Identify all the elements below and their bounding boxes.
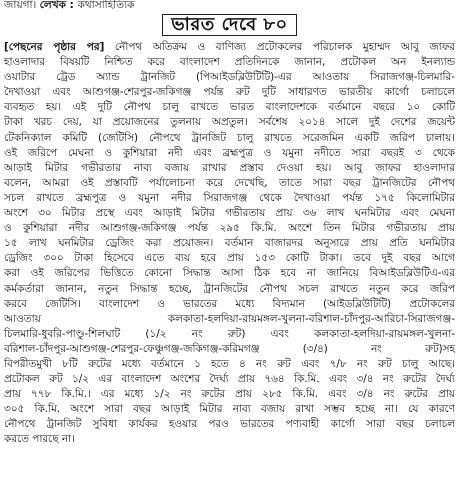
article-line: কর্মকর্তারা জানান, নতুন সিদ্ধান্ত হচ্ছে, ট্রানজিটের নৌপথ সচল রাখতে নতুন করে জরিপ <box>4 282 455 295</box>
article-line: বলেন, আমরা ওই প্রস্তাবটি পর্যালোচনা করে দেখেছি, তাতে সারা বছর ট্রানজিটের নৌপথ <box>4 176 455 189</box>
author-value: কথাসাহিত্যিক <box>77 0 135 11</box>
headline: ভারত দেবে ৮০ <box>162 14 296 36</box>
article-line: অংশে ৩০ মিটার প্রস্থে এবং আড়াই মিটার গভীরতায় প্রায় ৩৬ লাখ ঘনমিটার এবং মেঘনা <box>4 207 455 220</box>
article-line: টেকনিক্যাল কমিটি (জেটিসি) নৌপথে ট্রানজিট চালু রাখতে সরেজমিন একটি জরিপ চালায়। <box>4 131 455 144</box>
article-line: ও কুশিয়ারা নদীর আশুগঞ্জ-জকিগঞ্জ পর্যন্ত ২৯৫ কি.মি. অংশে তিন মিটার গভীরতায় প্রায় <box>4 222 455 235</box>
article-line: বরিশাল-চাঁদপুর-আশুগঞ্জ-শেরপুর-ফেঞ্চুগঞ্জ-জকিগঞ্জ-করিমগঞ্জ (৩/৪) নং রুট)সহ <box>4 342 455 355</box>
article-line: টাকা খরচ দেয়, যা প্রয়োজনের তুলনায় অপ্রতুল। সর্বশেষ ২০১৪ সালে দুই দেশের জয়েন্ট <box>4 116 455 129</box>
article-line: ওয়াটার ট্রেড অ্যান্ড ট্রানজিট (পিআইডব্লিউটিটি)-এর আওতায় সিরাজগঞ্জ-চিলমারি- <box>4 71 455 84</box>
article-line: ড্রেজিং ৩০০ টাকা হিসেবে এতে ব্যয় হবে প্রায় ১৫৩ কোটি টাকা। তবে দুই বছর আগে <box>4 252 455 265</box>
article-line: করতে পারছে না। <box>4 433 75 446</box>
author-label: লেখক : <box>39 0 78 11</box>
article-line: ওই জরিপে মেঘনা ও কুশিয়ারা নদী এবং ব্রহ্মপুত্র ও যমুনা নদীতে সারা বছরই ৩ থেকে <box>4 146 455 159</box>
article-line: করবে জেটিসি। বাংলাদেশ ও ভারতের মধ্যে বিদ্যমান (আইডব্লিউটিটি) প্রটোকলের <box>4 297 455 310</box>
article-line: আওতায় কলকাতা-হলদিয়া-রায়মঙ্গল-খুলনা-বরিশাল-চাঁদপুর-আরিচা-সিরাজগঞ্জ- <box>4 312 455 325</box>
article-line: ৩০৫ কি.মি. অংশে সারা বছর আড়াই মিটার নাব্য বজায় রাখা সম্ভব হচ্ছে না। যে কারণে <box>4 403 455 416</box>
article-line: বিপরীতমুখী ৮টি রুটের মধ্যে বর্তমানে ১ হতে ৪ নং রুট এবং ৭/৮ নং রুট চালু আছে। <box>4 357 455 370</box>
article-line: চিলমারি-ধুবরি-পাণ্ডু-শিলঘাট (১/২ নং রুট) এবং কলকাতা-হলদিয়া-রায়মঙ্গল-খুলনা- <box>4 327 455 340</box>
article-line: [পেছনের পৃষ্ঠার পর] নৌপথ অতিক্রম ও বাণিজ্য প্রটোকলের পরিচালক মুহাম্মদ আবু জাফর <box>4 41 455 53</box>
continuation-tag: [পেছনের পৃষ্ঠার পর] <box>4 41 105 53</box>
article-line: আড়াই মিটার গভীরতার নাব্য বজায় রাখার প্রস্তাব দেওয়া হয়। আবু জাফর হাওলাদার <box>4 161 455 174</box>
article-line: ১৫ লাখ ঘনমিটার ড্রেজিং করা প্রয়োজন। বর্তমান বাজারদর অনুসারে প্রায় প্রতি ঘনমিটার <box>4 237 455 250</box>
article-line: প্রটোকল রুট ১/২ এর বাংলাদেশ অংশের দৈর্ঘ্য প্রায় ৭৬৪ কি.মি. এবং ৩/৪ নং রুটের দৈর্ঘ্য <box>4 373 455 386</box>
byline-row <box>4 0 455 12</box>
article-line: নৌপথে ট্রানজিট সুবিধা কার্যকর হওয়ার পরও ভারতের পণ্যবাহী কার্গো সারা বছর চলাচল <box>4 418 455 431</box>
article-body <box>4 40 455 448</box>
headline-container <box>4 14 455 36</box>
article-line: হাওলাদার বিষয়টি নিশ্চিত করে বাংলাদেশ প্রতিদিনকে জানান, প্রটোকল অন ইনল্যান্ড <box>4 56 455 69</box>
article-line: প্রায় ৭৭৮ কি.মি.। এর মধ্যে ১/২ নং রুটের প্রায় ২৮৫ কি.মি. এবং ৩/৪ নং রুটের প্রায় <box>4 388 455 401</box>
article-line: দৈখাওয়া এবং আশুগঞ্জ-শেরপুর-জকিগঞ্জ পর্যন্ত রুট দুটি সাধারণত ভারতীয় কার্গো চলাচলে <box>4 86 455 99</box>
preceding-text-fragment: জায়গা। <box>4 0 40 11</box>
article-line: সচল রাখতে ব্রহ্মপুত্র ও যমুনা নদীর সিরাজগঞ্জ থেকে দৈখাওয়া পর্যন্ত ১৭৫ কিলোমিটার <box>4 191 455 204</box>
article-line: ব্যবহৃত হয়। এই দুটি নৌপথ চালু রাখতে ভারত বাংলাদেশকে বর্তমানে বছরে ১০ কোটি <box>4 101 455 114</box>
article-line: করা ওই জরিপের ভিত্তিতে কোনো সিদ্ধান্ত আসা ঠিক হবে না জানিয়ে বিআইডব্লিউটিএ-এর <box>4 267 455 280</box>
